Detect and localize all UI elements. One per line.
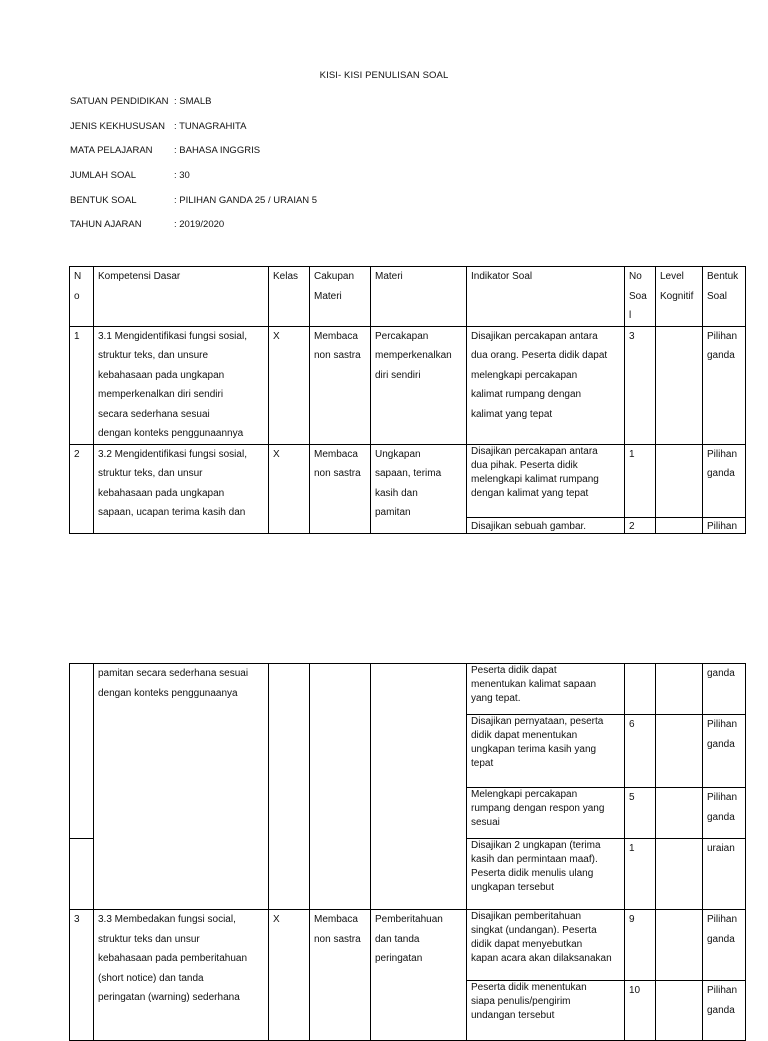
level-cell: [656, 517, 703, 533]
col-bentuk-soal-header: Bentuk Soal: [703, 267, 746, 327]
kisi-table-page-1: [69, 266, 746, 534]
no-soal-cell: 3: [625, 326, 656, 444]
level-cell: [656, 715, 703, 788]
cakupan-cell: Membaca non sastra: [310, 444, 371, 533]
no-soal-cell: 10: [625, 981, 656, 1041]
indikator-cell: Disajikan percakapan antara dua pihak. Peserta didik melengkapi kalimat rumpang dengan kalimat yang tepat: [467, 444, 625, 517]
kisi-table-page-2: [69, 663, 746, 1041]
no-soal-cell: 1: [625, 839, 656, 910]
bentuk-cell: Pilihan ganda: [703, 981, 746, 1041]
no-soal-cell: 5: [625, 788, 656, 839]
row-number: 3: [70, 910, 94, 1041]
meta-value: : PILIHAN GANDA 25 / URAIAN 5: [174, 195, 318, 206]
col-no-header: N o: [70, 267, 94, 327]
level-cell: [656, 664, 703, 715]
level-cell: [656, 326, 703, 444]
bentuk-cell: Pilihan ganda: [703, 326, 746, 444]
cakupan-cell: [310, 664, 371, 910]
level-cell: [656, 788, 703, 839]
document-title: KISI- KISI PENULISAN SOAL: [319, 70, 449, 81]
indikator-cell: Disajikan pernyataan, peserta didik dapat menentukan ungkapan terima kasih yang tepat: [467, 715, 625, 788]
meta-label: JUMLAH SOAL: [70, 170, 136, 181]
bentuk-cell: Pilihan: [703, 517, 746, 533]
no-soal-cell: 1: [625, 444, 656, 517]
table-row: [70, 910, 746, 981]
col-cakupan-materi-header: Cakupan Materi: [310, 267, 371, 327]
kelas-cell: X: [269, 326, 310, 444]
meta-label: BENTUK SOAL: [70, 195, 137, 206]
col-no-soal-header: No Soa l: [625, 267, 656, 327]
meta-value: : BAHASA INGGRIS: [174, 145, 261, 156]
meta-label: TAHUN AJARAN: [70, 219, 142, 230]
col-kelas-header: Kelas: [269, 267, 310, 327]
level-cell: [656, 981, 703, 1041]
no-soal-cell: 6: [625, 715, 656, 788]
level-cell: [656, 910, 703, 981]
col-materi-header: Materi: [371, 267, 467, 327]
cakupan-cell: Membaca non sastra: [310, 910, 371, 1041]
level-cell: [656, 839, 703, 910]
table-row: [70, 444, 746, 517]
indikator-cell: Disajikan percakapan antara dua orang. Peserta didik dapat melengkapi percakapan kalimat rumpang dengan kalimat yang tepat: [467, 326, 625, 444]
row-number: [70, 839, 94, 910]
indikator-cell: Disajikan pemberitahuan singkat (undangan). Peserta didik dapat menyebutkan kapan acara akan dilaksanakan: [467, 910, 625, 981]
kompetensi-dasar-cell: 3.3 Membedakan fungsi social, struktur teks dan unsur kebahasaan pada pemberitahuan (short notice) dan tanda peringatan (warning) sederhana: [94, 910, 269, 1041]
meta-label: SATUAN PENDIDIKAN: [70, 96, 169, 107]
meta-value: : 2019/2020: [174, 219, 225, 230]
cakupan-cell: Membaca non sastra: [310, 326, 371, 444]
col-kompetensi-dasar-header: Kompetensi Dasar: [94, 267, 269, 327]
bentuk-cell: uraian: [703, 839, 746, 910]
no-soal-cell: 9: [625, 910, 656, 981]
row-number: 2: [70, 444, 94, 533]
kelas-cell: X: [269, 444, 310, 533]
table-row: [70, 664, 746, 715]
header-row: [70, 267, 746, 327]
materi-cell: Pemberitahuan dan tanda peringatan: [371, 910, 467, 1041]
bentuk-cell: Pilihan ganda: [703, 444, 746, 517]
meta-value: : TUNAGRAHITA: [174, 121, 247, 132]
bentuk-cell: Pilihan ganda: [703, 788, 746, 839]
meta-label: MATA PELAJARAN: [70, 145, 153, 156]
kompetensi-dasar-cell: 3.2 Mengidentifikasi fungsi sosial, struktur teks, dan unsur kebahasaan pada ungkapan sapaan, ucapan terima kasih dan: [94, 444, 269, 533]
no-soal-cell: 2: [625, 517, 656, 533]
level-cell: [656, 444, 703, 517]
row-number: 1: [70, 326, 94, 444]
materi-cell: [371, 664, 467, 910]
col-level-kognitif-header: Level Kognitif: [656, 267, 703, 327]
row-number: [70, 664, 94, 839]
meta-value: : SMALB: [174, 96, 212, 107]
kelas-cell: X: [269, 910, 310, 1041]
indikator-cell: Disajikan sebuah gambar.: [467, 517, 625, 533]
col-indikator-soal-header: Indikator Soal: [467, 267, 625, 327]
kompetensi-dasar-cell: pamitan secara sederhana sesuai dengan konteks penggunaanya: [94, 664, 269, 910]
table-row: [70, 326, 746, 444]
meta-label: JENIS KEKHUSUSAN: [70, 121, 166, 132]
indikator-cell: Melengkapi percakapan rumpang dengan respon yang sesuai: [467, 788, 625, 839]
bentuk-cell: Pilihan ganda: [703, 715, 746, 788]
indikator-cell: Peserta didik menentukan siapa penulis/pengirim undangan tersebut: [467, 981, 625, 1041]
bentuk-cell: Pilihan ganda: [703, 910, 746, 981]
materi-cell: Ungkapan sapaan, terima kasih dan pamitan: [371, 444, 467, 533]
kompetensi-dasar-cell: 3.1 Mengidentifikasi fungsi sosial, struktur teks, dan unsure kebahasaan pada ungkapan memperkenalkan diri sendiri secara sederhana sesuai dengan konteks penggunaannya: [94, 326, 269, 444]
bentuk-cell: ganda: [703, 664, 746, 715]
indikator-cell: Peserta didik dapat menentukan kalimat sapaan yang tepat.: [467, 664, 625, 715]
materi-cell: Percakapan memperkenalkan diri sendiri: [371, 326, 467, 444]
meta-value: : 30: [174, 170, 190, 181]
kelas-cell: [269, 664, 310, 910]
indikator-cell: Disajikan 2 ungkapan (terima kasih dan permintaan maaf). Peserta didik menulis ulang ungkapan tersebut: [467, 839, 625, 910]
no-soal-cell: [625, 664, 656, 715]
